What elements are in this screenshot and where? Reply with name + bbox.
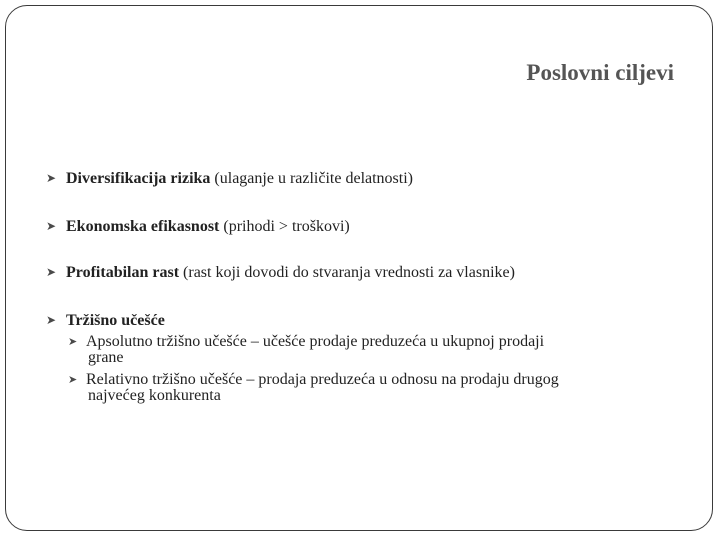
bullet-item-trzisno-ucesce — [46, 310, 696, 331]
bullet-item-bold: Ekonomska efikasnost — [66, 218, 220, 235]
bullet-arrow-icon: ➤ — [68, 374, 78, 386]
slide-title: Poslovni ciljevi — [526, 60, 674, 85]
bullet-item-bold: Diversifikacija rizika — [66, 170, 211, 187]
bullet-arrow-icon: ➤ — [46, 219, 57, 233]
bullet-item-bold: Profitabilan rast — [66, 264, 180, 281]
bullet-item-bold: Tržišno učešće — [66, 312, 165, 329]
subitem-relativno-trzisno-ucesce — [68, 372, 698, 404]
subitem-text-line1: Apsolutno tržišno učešće – učešće prodaje preduzeća u ukupnoj prodaji — [86, 333, 545, 350]
bullet-arrow-icon: ➤ — [46, 265, 57, 279]
bullet-item-text: (rast koji dovodi do stvaranja vrednosti za vlasnike) — [179, 264, 515, 281]
subitem-text-line1: Relativno tržišno učešće – prodaja preduzeća u odnosu na prodaju drugog — [86, 371, 559, 388]
subitem-text-line2: grane — [88, 349, 124, 366]
bullet-arrow-icon: ➤ — [46, 313, 57, 327]
bullet-item-text: (prihodi > troškovi) — [219, 218, 350, 235]
subitem-apsolutno-trzisno-ucesce — [68, 334, 698, 366]
bullet-item-diversifikacija — [46, 168, 696, 189]
bullet-arrow-icon: ➤ — [68, 336, 78, 348]
bullet-arrow-icon: ➤ — [46, 171, 57, 185]
bullet-item-text: (ulaganje u različite delatnosti) — [210, 170, 413, 187]
bullet-item-profitabilan-rast — [46, 262, 696, 283]
subitem-text-line2: najvećeg konkurenta — [88, 387, 221, 404]
bullet-item-ekonomska-efikasnost — [46, 216, 696, 237]
